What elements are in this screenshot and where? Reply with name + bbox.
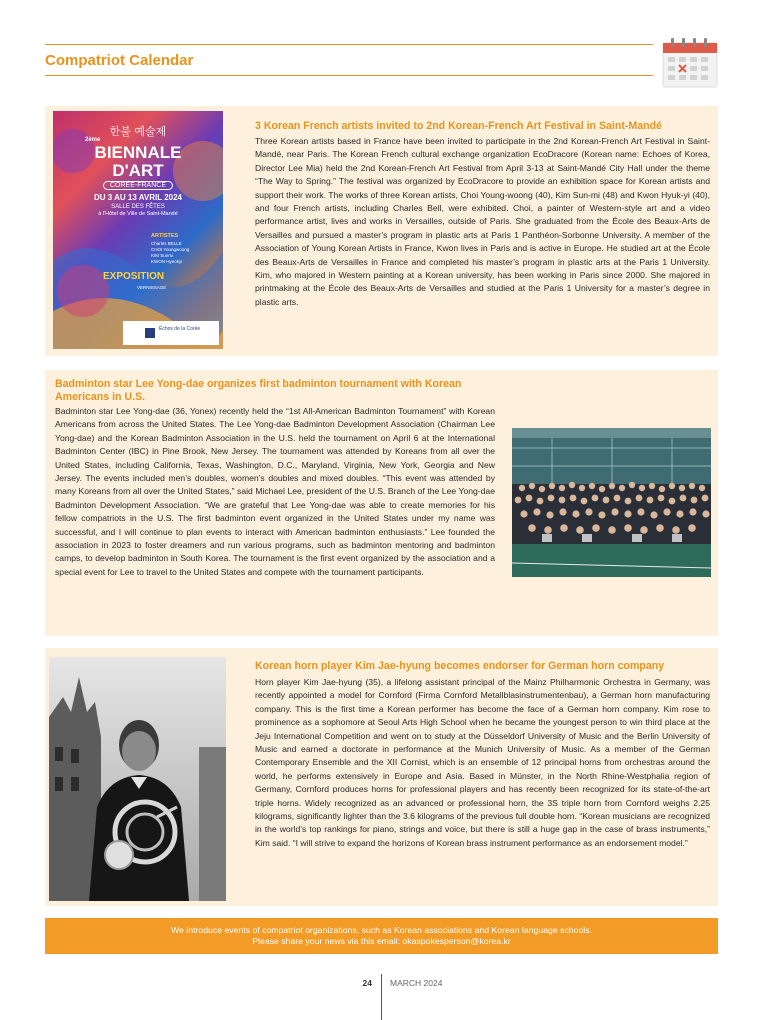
poster-artist-name: KIM Sunmi <box>151 253 174 258</box>
badminton-group-photo <box>512 428 711 577</box>
poster-sponsor-name: Échos de la Corée <box>159 326 201 332</box>
footer-notice-line2: Please share your news via this email: okaspokesperson@korea.kr <box>252 936 511 946</box>
poster-main-title <box>53 137 223 180</box>
poster-sponsor-logo <box>145 328 155 338</box>
article-title: 3 Korean French artists invited to 2nd Korean-French Art Festival in Saint-Mandé <box>255 120 662 132</box>
issue-date: MARCH 2024 <box>390 978 443 988</box>
header-rule-bottom <box>45 75 653 76</box>
poster-sponsor-strip <box>123 321 219 345</box>
calendar-icon <box>662 38 718 88</box>
poster-artists-label: ARTISTES <box>151 233 179 239</box>
header-rule-top <box>45 44 653 45</box>
poster-subtitle: CORÉE-FRANCE <box>103 181 173 190</box>
footer-notice-line1: We introduce events of compatriot organizations, such as Korean associations and Korean language schools. <box>171 925 592 935</box>
article-body: Horn player Kim Jae-hyung (35), a lifelong assistant principal of the Mainz Philharmonic Orchestra in Germany, was recently appointed a model for Cornford (Firma Cornford Metallblasinstrumentenbau), a German horn manufacturing company. This is the first time a Korean performer has become the face of a German horn company. Kim rose to prominence as a sophomore at Seoul Arts High School when he became the youngest person to win third place at the Jeju International Competition and went on to study at the Düsseldorf University of Music and the Berlin University of Music and earned a doctorate in performance at the Munich University of Music. As a member of the German Contemporary Ensemble and the XII Cornist, which is an ensemble of 12 principal horns from orchestras around the world, he performs extensively in Europe and Asia. Based in Münster, in the North Rhine-Westphalia region of Germany, Cornford produces horns for professional players and has recently been recognized for its state-of-the-art triple horns. Widely recognized as an advanced or professional horn, the 3S triple horn from Cornford weighs 2.25 kilograms, significantly lighter than the 3.6 kilograms of the previous full double horn. “Korean musicians are recognized in the world’s top rankings for piano, strings and voice, but there is still a huge gap in the case of brass instruments,” Kim said. “I will strive to expand the horizons of Korean brass instrument performance as an endorsement model.” <box>255 677 710 848</box>
poster-title-line1: BIENNALE <box>94 143 182 162</box>
poster-venue: SALLE DES FÊTES <box>111 204 165 210</box>
biennale-poster-image <box>53 111 223 349</box>
poster-title-line2: D'ART <box>112 161 164 180</box>
poster-artist-name: CHOI Youngwoong <box>151 247 190 252</box>
poster-exposition: EXPOSITION <box>103 271 165 282</box>
poster-venue-detail: à l'Hôtel de Ville de Saint-Mandé <box>98 211 178 217</box>
page-separator <box>381 974 382 1020</box>
page-number: 24 <box>362 978 372 988</box>
article-title: Badminton star Lee Yong-dae organizes first badminton tournament with Korean Americans in U.S. <box>55 378 462 403</box>
article-body: Three Korean artists based in France have been invited to participate in the 2nd Korean-French Art Festival in Saint-Mandé, near Paris. The Korean French cultural exchange organization EcoDracore (Korean name: Echoes of Korea, Director Lee Mia) held the 2nd Korean-French Art Festival from April 3-13 at Saint-Mandé City Hall under the theme “The Way to Spring.” The festival was organized by EcoDracore to provide an exhibition space for Korean artists and support their work. The works of three Korean artists, Choi Young-woong (40), Kim Sun-mi (48) and Kwon Hyuk-yi (40), and four French artists, including Charles Bell, were exhibited. Choi, a painter of Western-style art and a video performance artist, lives and works in Versailles, outside of Paris. She graduated from the École des Beaux-Arts de Versailles and pursued a master’s program in plastic arts at Paris 1 Panthéon-Sorbonne University. A member of the Association of Young Korean Artists in France, Kwon lives in Paris and is active in Europe. He studied art at the École des Beaux-Arts de Versailles in France and completed his master’s program in plastic arts at the Paris 1 University. Kim, who majored in Western painting at a Korean university, has been working in Paris since 2000. She majored in printmaking at the École des Beaux-Arts de Versailles and studied at the Paris 1 University for a master’s degree in plastic arts. <box>255 136 710 307</box>
article-body: Badminton star Lee Yong-dae (36, Yonex) recently held the “1st All-American Badminton Tournament” with Korean Americans from across the United States. The Lee Yong-dae Badminton Development Association (Chairman Lee Yong-dae) and the Korean Badminton Association in the U.S. held the tournament on April 6 at the International Badminton Center (IBC) in Pine Brook, New Jersey. The tournament was attended by Koreans from all over the United States, including California, Texas, Washington, D.C., Maryland, Virginia, New York, Georgia and New Jersey. The events included men’s doubles, women’s doubles and mixed doubles. “This event was attended by many Koreans from all over the United States,” said Michael Lee, president of the U.S. Branch of the Lee Yong-dae Badminton Development Association. “We are grateful that Lee Yong-dae was able to create memories for his fellow compatriots in the U.S. The first badminton event organized in the United States under my name was successful, and I will continue to plan events to interact with American badminton enthusiasts.” Lee founded the association in 2023 to foster dreamers and run various programs, such as badminton mentoring and badminton camps, to develop badminton in South Korea. The tournament is the first event organized by the association and a special event for Lee to travel to the United States and compete with the tournament participants. <box>55 406 495 577</box>
poster-artist-name: KWON Hyeokyi <box>151 259 183 264</box>
poster-dates: DU 3 AU 13 AVRIL 2024 <box>93 193 183 202</box>
horn-player-portrait-photo <box>49 657 226 901</box>
poster-artist-name: Charles BELLE <box>151 241 182 246</box>
article-title: Korean horn player Kim Jae-hyung becomes endorser for German horn company <box>255 660 665 672</box>
poster-vernissage: VERNISSAGE <box>137 285 167 290</box>
page-title: Compatriot Calendar <box>45 52 194 69</box>
poster-korean-title: 한불 예술제 <box>109 125 167 138</box>
poster-edition: 2ème <box>85 137 101 143</box>
